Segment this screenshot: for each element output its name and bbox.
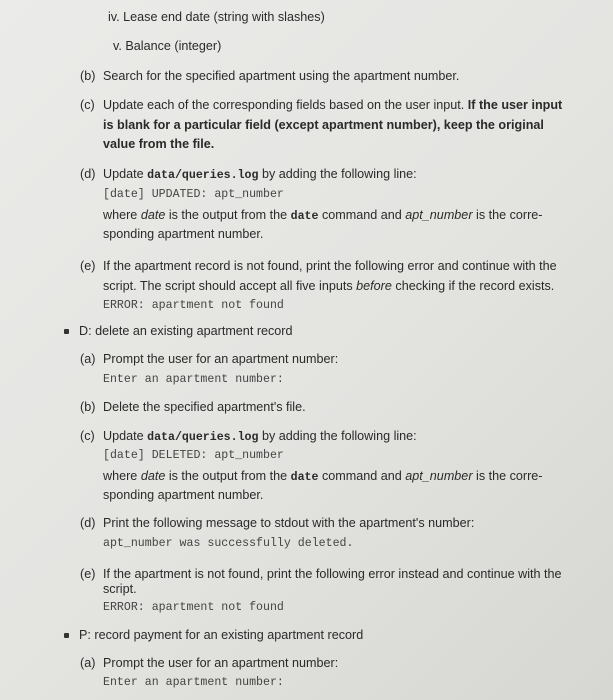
update-e-line2 — [103, 277, 554, 296]
update-e-code: ERROR: apartment not found — [103, 299, 284, 312]
delete-b-text: Delete the specified apartment's file. — [103, 400, 306, 414]
update-e-label: (e) — [80, 259, 96, 273]
item-iv — [108, 8, 325, 27]
update-d-where3: command and — [321, 208, 402, 222]
update-e-before: before — [356, 279, 392, 293]
delete-e-line1: If the apartment is not found, print the following error instead and continue with the — [103, 567, 562, 581]
update-d-label: (d) — [80, 167, 96, 181]
delete-bullet — [64, 329, 69, 334]
update-d-update-word: Update — [103, 167, 144, 181]
delete-c-file: data/queries.log — [147, 431, 259, 444]
delete-c-where3: command and — [321, 469, 402, 483]
update-d-line1 — [103, 165, 417, 186]
update-b-text: Search for the specified apartment using the apartment number. — [103, 69, 460, 83]
delete-a-label: (a) — [80, 352, 96, 366]
delete-e-line2: script. — [103, 582, 137, 596]
delete-c-where: where — [103, 469, 138, 483]
delete-c-where2: is the output from the — [168, 469, 288, 483]
update-c-line1a: Update each of the corresponding fields based on the user input. — [103, 98, 465, 112]
delete-c-line1 — [103, 427, 417, 448]
update-d-where-line — [103, 206, 543, 227]
delete-a-text: Prompt the user for an apartment number: — [103, 352, 339, 366]
payment-heading: P: record payment for an existing apartment record — [79, 628, 364, 642]
delete-e-code: ERROR: apartment not found — [103, 601, 284, 614]
update-c-line2: is blank for a particular field (except apartment number), keep the original — [103, 118, 544, 132]
delete-d-code: apt_number was successfully deleted. — [103, 537, 354, 550]
update-d-apt-word: apt_number — [405, 208, 473, 222]
update-d-date-cmd: date — [290, 210, 319, 223]
update-d-line1b: by adding the following line: — [261, 167, 417, 181]
item-v-label: v. — [113, 39, 122, 53]
update-c-line1 — [103, 96, 562, 115]
payment-a-text: Prompt the user for an apartment number: — [103, 656, 339, 670]
update-c-line3: value from the file. — [103, 137, 215, 151]
update-d-line4: sponding apartment number. — [103, 227, 264, 241]
delete-c-where-line — [103, 467, 543, 488]
update-c-line1b: If the user input — [467, 98, 563, 112]
update-b-label: (b) — [80, 69, 96, 83]
update-d-code: [date] UPDATED: apt_number — [103, 188, 284, 201]
delete-d-text: Print the following message to stdout with the apartment's number: — [103, 516, 475, 530]
delete-heading: D: delete an existing apartment record — [79, 324, 293, 338]
payment-bullet — [64, 633, 69, 638]
update-e-line2b: checking if the record exists. — [395, 279, 555, 293]
payment-a-code: Enter an apartment number: — [103, 676, 284, 689]
delete-c-update-word: Update — [103, 429, 144, 443]
delete-c-label: (c) — [80, 429, 95, 443]
update-e-line1: If the apartment record is not found, print the following error and continue with the — [103, 259, 557, 273]
item-iv-label: iv. — [108, 10, 120, 24]
delete-e-label: (e) — [80, 567, 96, 581]
update-d-file: data/queries.log — [147, 169, 259, 182]
item-v — [113, 37, 221, 56]
delete-c-code: [date] DELETED: apt_number — [103, 449, 284, 462]
update-d-date-word: date — [140, 208, 166, 222]
update-e-line2a: script. The script should accept all five inputs — [103, 279, 353, 293]
delete-d-label: (d) — [80, 516, 96, 530]
delete-c-line1b: by adding the following line: — [261, 429, 417, 443]
update-d-where2: is the output from the — [168, 208, 288, 222]
delete-c-date-word: date — [140, 469, 166, 483]
update-d-where: where — [103, 208, 138, 222]
delete-c-date-cmd: date — [290, 471, 319, 484]
delete-c-where4: is the corre- — [476, 469, 543, 483]
update-c-label: (c) — [80, 98, 95, 112]
delete-c-apt-word: apt_number — [405, 469, 473, 483]
delete-b-label: (b) — [80, 400, 96, 414]
payment-a-label: (a) — [80, 656, 96, 670]
delete-c-line4: sponding apartment number. — [103, 488, 264, 502]
delete-a-code: Enter an apartment number: — [103, 373, 284, 386]
update-d-where4: is the corre- — [476, 208, 543, 222]
item-v-text: Balance (integer) — [125, 39, 222, 53]
item-iv-text: Lease end date (string with slashes) — [123, 10, 325, 24]
